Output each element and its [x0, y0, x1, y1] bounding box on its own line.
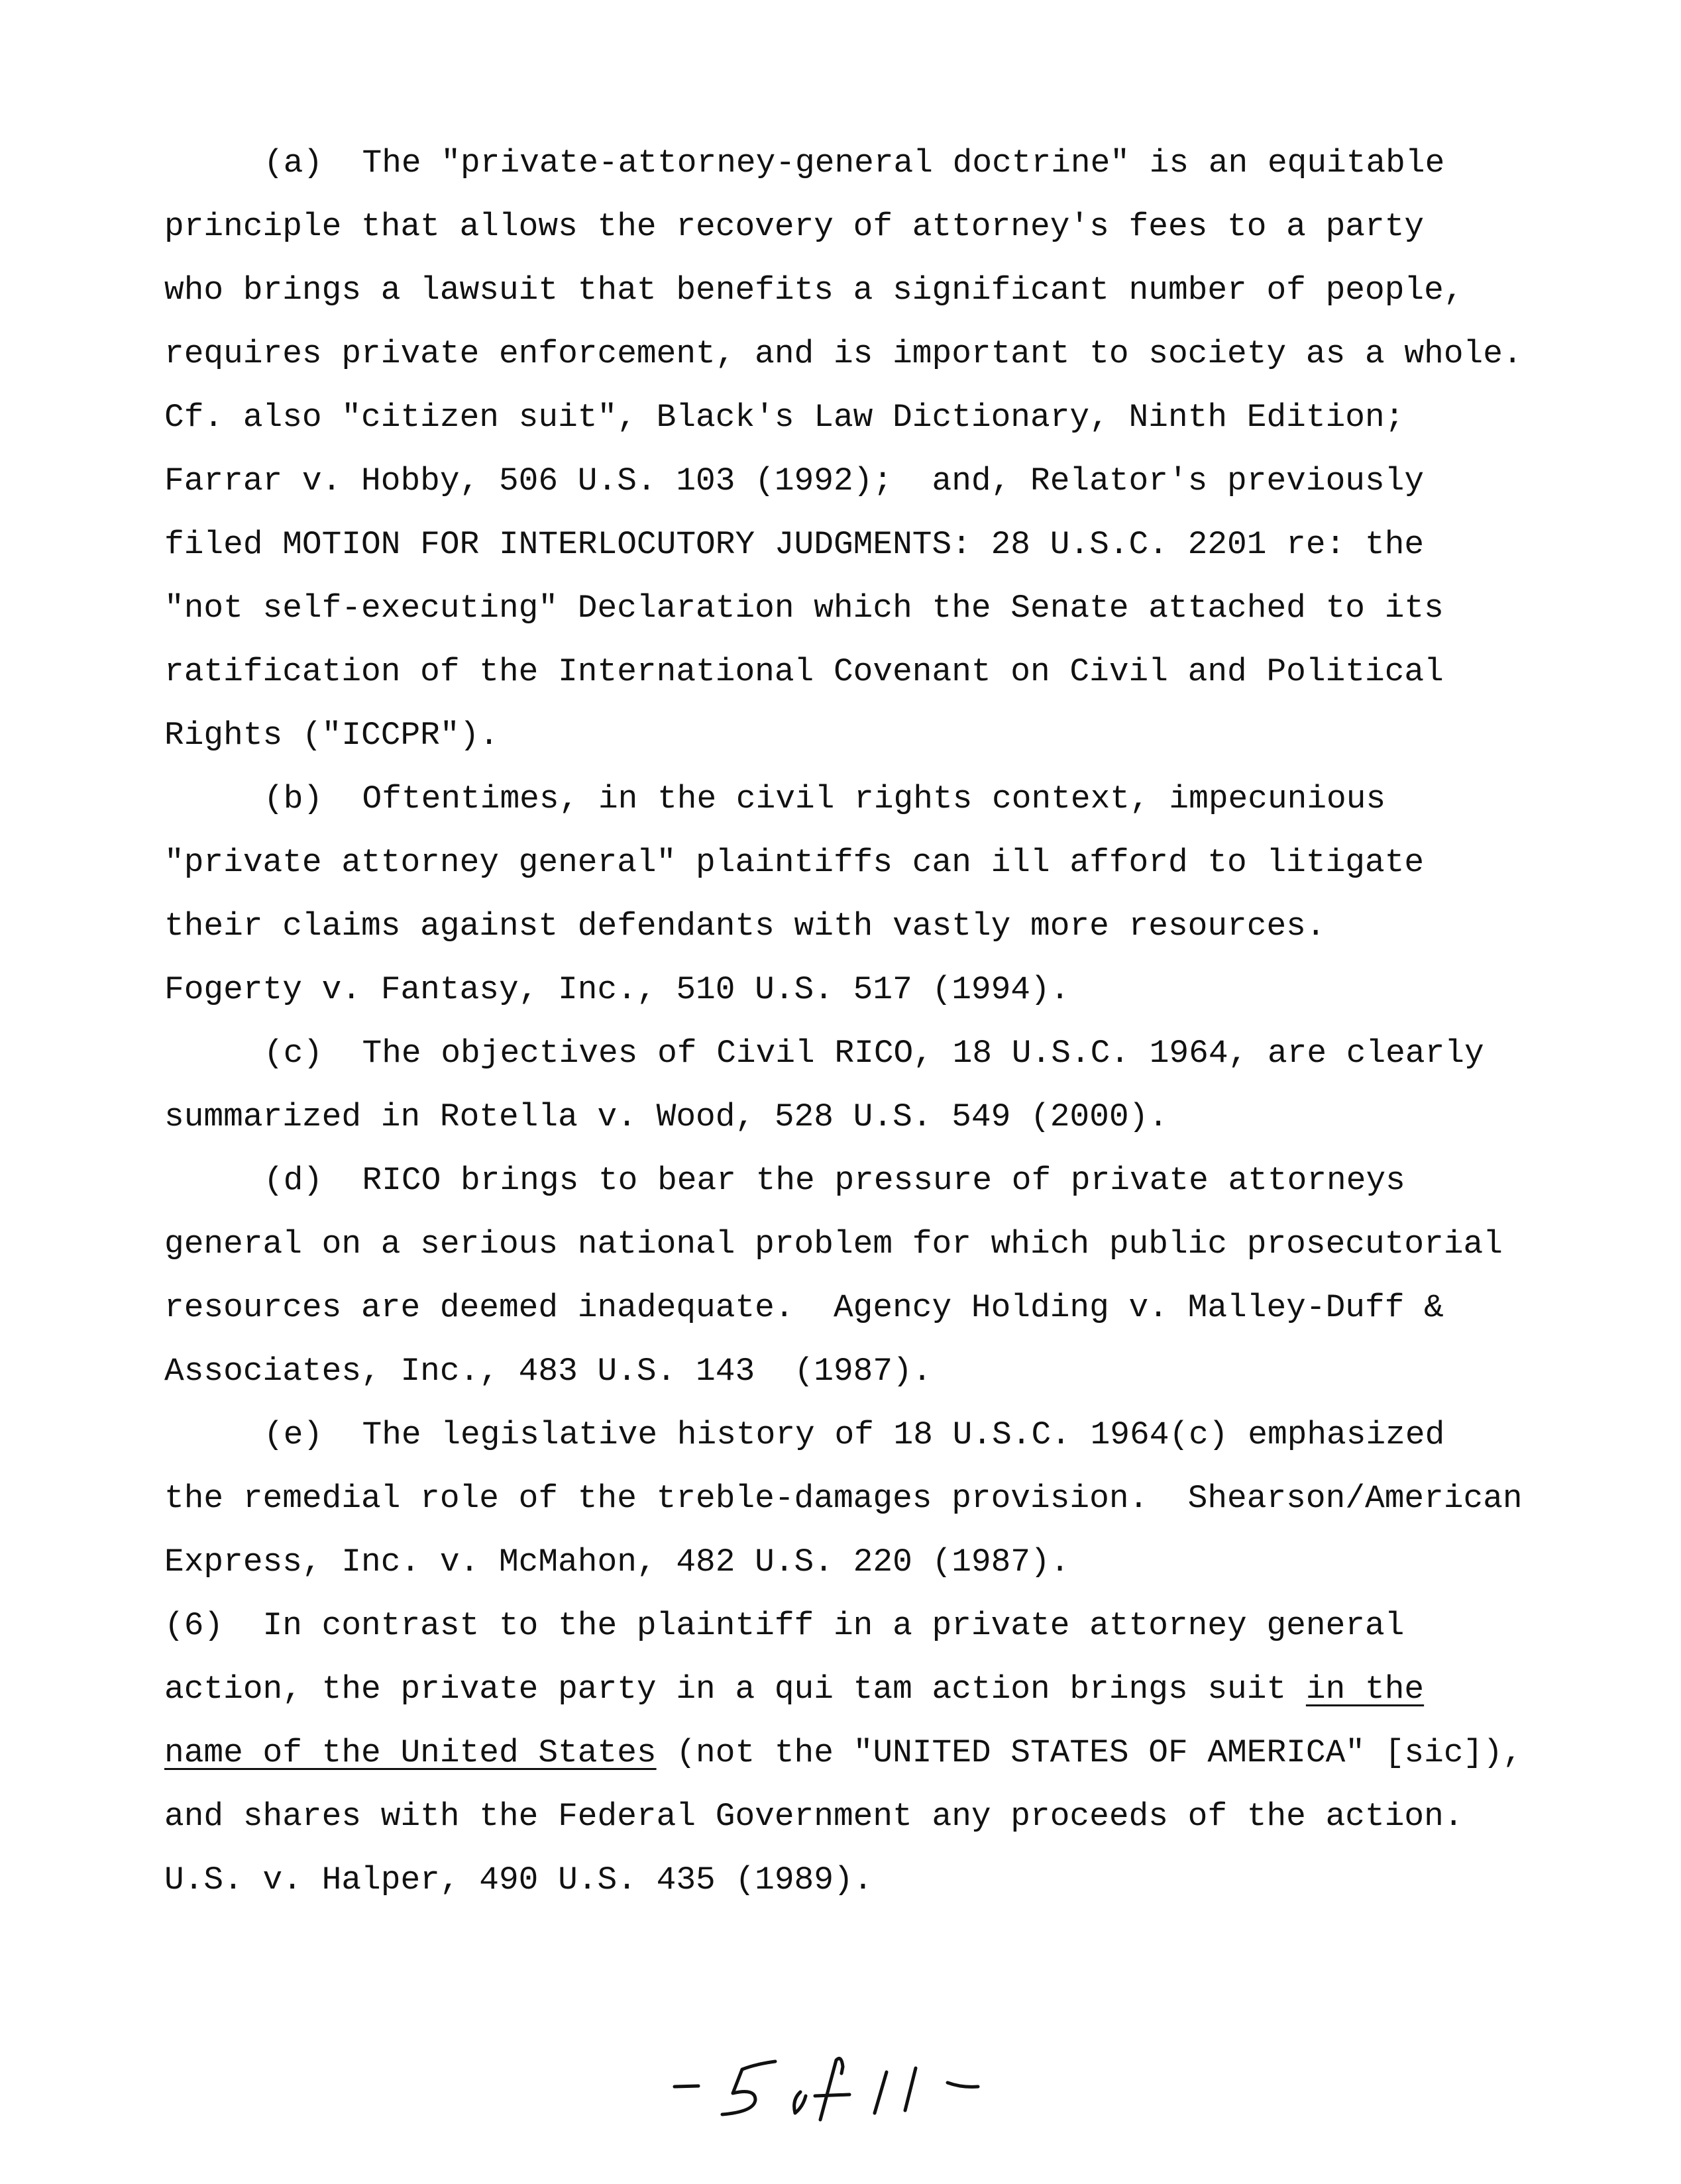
- handwritten-page-number: [656, 2040, 1067, 2126]
- text-segment: (not the "UNITED STATES OF AMERICA" [sic]),: [656, 1734, 1523, 1771]
- text-line: Express, Inc. v. McMahon, 482 U.S. 220 (1987).: [164, 1543, 1070, 1581]
- underlined-text: name of the United States: [164, 1734, 657, 1771]
- text-line: and shares with the Federal Government any proceeds of the action.: [164, 1798, 1464, 1835]
- paragraph-d-line: (d) RICO brings to bear the pressure of private attorneys: [264, 1162, 1405, 1199]
- text-line: U.S. v. Halper, 490 U.S. 435 (1989).: [164, 1861, 873, 1898]
- paragraph-c-line: (c) The objectives of Civil RICO, 18 U.S.C. 1964, are clearly: [264, 1035, 1484, 1072]
- text-line: resources are deemed inadequate. Agency Holding v. Malley-Duff &: [164, 1289, 1444, 1326]
- text-line: [164, 1669, 1424, 1709]
- text-line: requires private enforcement, and is important to society as a whole.: [164, 335, 1523, 372]
- text-line: Fogerty v. Fantasy, Inc., 510 U.S. 517 (1994).: [164, 971, 1070, 1008]
- text-line: Associates, Inc., 483 U.S. 143 (1987).: [164, 1353, 932, 1390]
- text-line: Rights ("ICCPR").: [164, 717, 499, 754]
- text-line: Farrar v. Hobby, 506 U.S. 103 (1992); and, Relator's previously: [164, 462, 1425, 499]
- text-line: the remedial role of the treble-damages provision. Shearson/American: [164, 1480, 1523, 1517]
- text-line: filed MOTION FOR INTERLOCUTORY JUDGMENTS: 28 U.S.C. 2201 re: the: [164, 526, 1425, 563]
- text-line: [164, 1733, 1523, 1773]
- paragraph-a-line: (a) The "private-attorney-general doctrine" is an equitable: [264, 144, 1445, 182]
- text-line: who brings a lawsuit that benefits a significant number of people,: [164, 272, 1464, 309]
- paragraph-b-line: (b) Oftentimes, in the civil rights context, impecunious: [264, 780, 1386, 817]
- text-line: principle that allows the recovery of attorney's fees to a party: [164, 208, 1425, 245]
- text-line: summarized in Rotella v. Wood, 528 U.S. 549 (2000).: [164, 1098, 1168, 1135]
- text-segment: action, the private party in a qui tam action brings suit: [164, 1671, 1306, 1708]
- text-line: "private attorney general" plaintiffs can ill afford to litigate: [164, 844, 1425, 881]
- handwritten-page-number-drawing: [656, 2040, 1067, 2126]
- paragraph-6-line: (6) In contrast to the plaintiff in a private attorney general: [164, 1607, 1405, 1644]
- text-line: general on a serious national problem for which public prosecutorial: [164, 1225, 1503, 1263]
- paragraph-e-line: (e) The legislative history of 18 U.S.C. 1964(c) emphasized: [264, 1416, 1445, 1453]
- text-line: "not self-executing" Declaration which the Senate attached to its: [164, 590, 1444, 627]
- text-line: their claims against defendants with vastly more resources.: [164, 908, 1326, 945]
- text-line: Cf. also "citizen suit", Black's Law Dictionary, Ninth Edition;: [164, 399, 1405, 436]
- text-line: ratification of the International Covenant on Civil and Political: [164, 653, 1444, 690]
- underlined-text: in the: [1305, 1671, 1425, 1708]
